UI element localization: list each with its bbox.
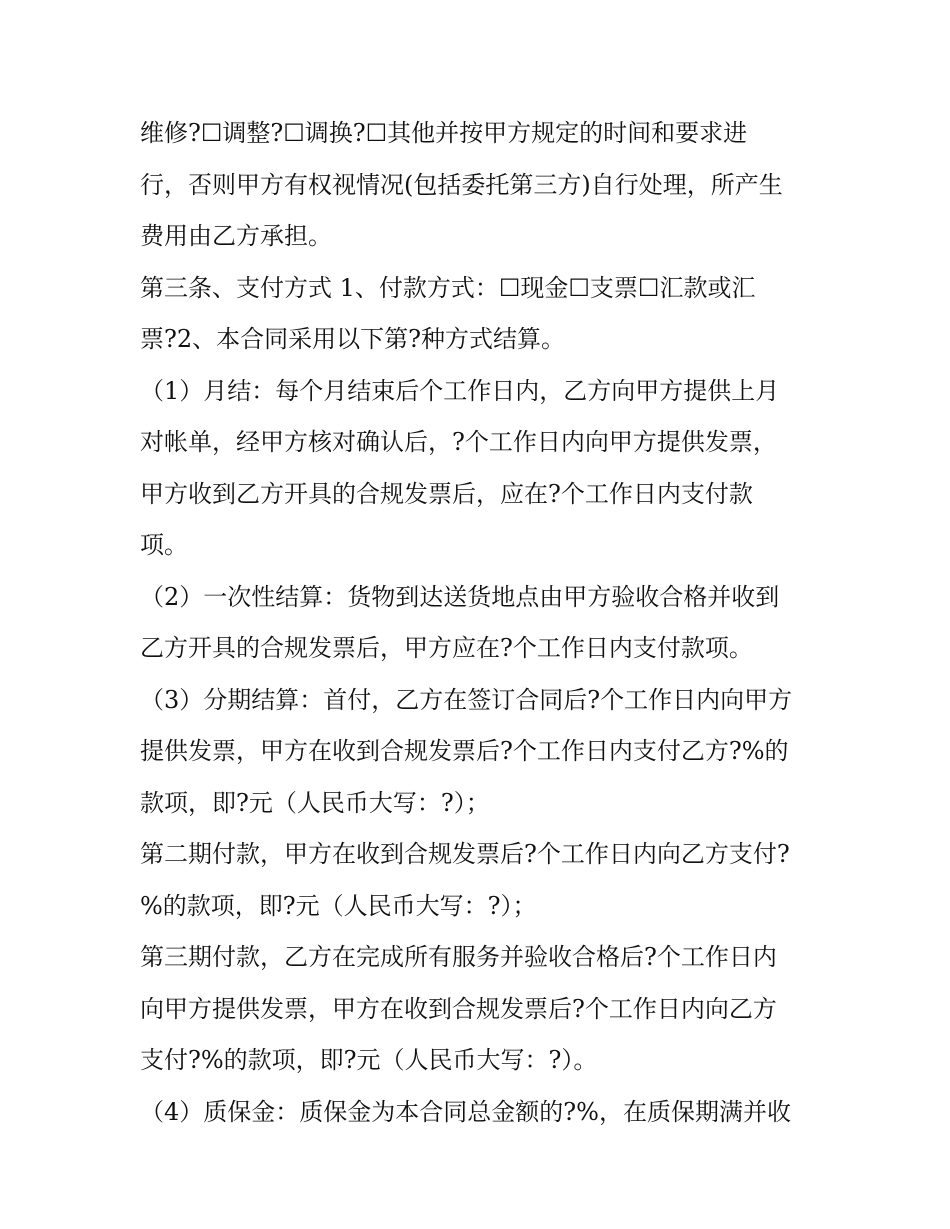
text-line: 第二期付款，甲方在收到合规发票后?个工作日内向乙方支付? (140, 840, 790, 868)
text-line: 款项，即?元（人民币大写：?）； (140, 788, 490, 817)
contract-text (140, 108, 820, 1138)
text-line: 项。 (140, 531, 188, 559)
text-line: 支付?%的款项，即?元（人民币大写：?）。 (140, 1046, 598, 1074)
text-line: 向甲方提供发票，甲方在收到合规发票后?个工作日内向乙方 (140, 994, 777, 1023)
text-line: 维修?☐调整?☐调换?☐其他并按甲方规定的时间和要求进 (140, 119, 748, 147)
text-line: 行，否则甲方有权视情况(包括委托第三方)自行处理，所产生 (140, 170, 783, 199)
text-line: 票?2、本合同采用以下第?种方式结算。 (140, 325, 566, 353)
text-line: 第三期付款，乙方在完成所有服务并验收合格后?个工作日内 (140, 943, 777, 971)
text-line: （4）质保金：质保金为本合同总金额的?%，在质保期满并收 (140, 1097, 791, 1126)
text-line: （1）月结：每个月结束后个工作日内，乙方向甲方提供上月 (140, 376, 780, 405)
text-line: 乙方开具的合规发票后，甲方应在?个工作日内支付款项。 (140, 634, 753, 662)
text-line: （3）分期结算：首付，乙方在签订合同后?个工作日内向甲方 (140, 685, 793, 714)
text-line: 甲方收到乙方开具的合规发票后，应在?个工作日内支付款 (140, 479, 753, 508)
text-line: 提供发票，甲方在收到合规发票后?个工作日内支付乙方?%的 (140, 737, 789, 765)
text-line: 对帐单，经甲方核对确认后，?个工作日内向甲方提供发票， (140, 428, 777, 456)
text-line: 费用由乙方承担。 (140, 222, 332, 250)
text-line: 第三条、支付方式 1、付款方式：☐现金☐支票☐汇款或汇 (140, 273, 756, 302)
text-line: （2）一次性结算：货物到达送货地点由甲方验收合格并收到 (140, 582, 780, 611)
text-line: %的款项，即?元（人民币大写：?）； (140, 891, 537, 920)
